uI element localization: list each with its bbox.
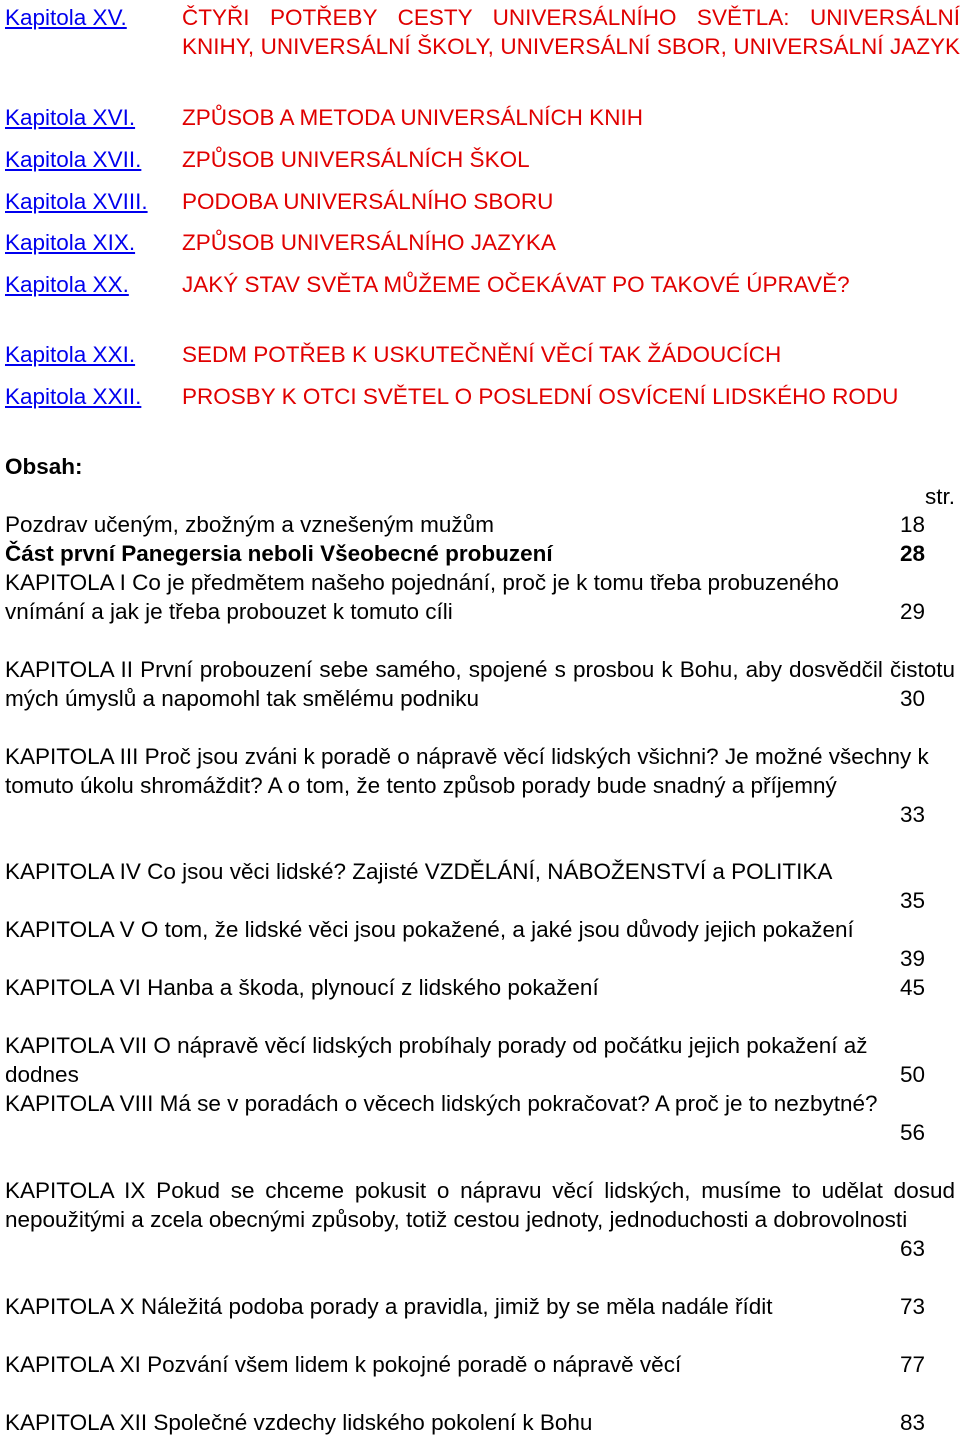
page-column-label: str. — [924, 484, 955, 509]
toc-entry — [5, 1176, 955, 1261]
chapter-link[interactable]: Kapitola XV. — [5, 5, 127, 30]
toc-entry — [5, 1031, 955, 1089]
toc-page-number: 50 — [899, 1062, 925, 1087]
toc-page-number: 33 — [899, 802, 925, 827]
chapter-link[interactable]: Kapitola XXII. — [5, 384, 142, 409]
chapter-title: ZPŮSOB UNIVERSÁLNÍCH ŠKOL — [182, 147, 530, 172]
toc-entry — [5, 510, 955, 539]
toc-page-number: 29 — [899, 599, 925, 624]
chapter-title: PODOBA UNIVERSÁLNÍHO SBORU — [182, 189, 554, 214]
toc-page-number: 63 — [899, 1236, 925, 1261]
toc-entry-text: KAPITOLA XI Pozvání všem lidem k pokojné poradě o nápravě věcí — [5, 1352, 682, 1377]
toc-entry — [5, 1408, 955, 1437]
toc-entry — [5, 742, 955, 827]
toc-page-number: 30 — [899, 686, 925, 711]
toc-entry-text: KAPITOLA IX Pokud se chceme pokusit o nápravu věcí lidských, musíme to udělat dosud nepoužitými a zcela obecnými způsoby, totiž cestou jednoty, jednoduchosti a dobrovolnosti — [5, 1178, 955, 1232]
toc-entry — [5, 568, 955, 626]
toc-page-number: 77 — [899, 1352, 925, 1377]
toc-page-number: 39 — [899, 946, 925, 971]
toc-entry-text: Část první Panegersia neboli Všeobecné probuzení — [5, 541, 553, 566]
chapter-link[interactable]: Kapitola XVI. — [5, 105, 136, 130]
toc-entry-text: KAPITOLA XII Společné vzdechy lidského pokolení k Bohu — [5, 1410, 593, 1435]
chapter-title: SEDM POTŘEB K USKUTEČNĚNÍ VĚCÍ TAK ŽÁDOUCÍCH — [182, 342, 782, 367]
chapter-title: ZPŮSOB A METODA UNIVERSÁLNÍCH KNIH — [182, 105, 643, 130]
toc-entry — [5, 1350, 955, 1379]
toc-page-number: 73 — [899, 1294, 925, 1319]
chapter-link[interactable]: Kapitola XVIII. — [5, 189, 148, 214]
toc-page-number: 35 — [899, 888, 925, 913]
chapter-title: ČTYŘI POTŘEBY CESTY UNIVERSÁLNÍHO SVĚTLA: UNIVERSÁLNÍ KNIHY, UNIVERSÁLNÍ ŠKOLY, UNIVERSÁLNÍ SBOR, UNIVERSÁLNÍ JAZYK — [182, 5, 960, 59]
toc-entry — [5, 915, 955, 971]
toc-entry — [5, 539, 955, 568]
chapter-link[interactable]: Kapitola XX. — [5, 272, 129, 297]
chapter-title: ZPŮSOB UNIVERSÁLNÍHO JAZYKA — [182, 230, 556, 255]
toc-entry — [5, 1292, 955, 1321]
toc-entry-text: KAPITOLA VIII Má se v poradách o věcech lidských pokračovat? A proč je to nezbytné? — [5, 1091, 878, 1116]
chapter-link[interactable]: Kapitola XXI. — [5, 342, 136, 367]
toc-entry — [5, 857, 955, 913]
chapter-title: JAKÝ STAV SVĚTA MŮŽEME OČEKÁVAT PO TAKOVÉ ÚPRAVĚ? — [182, 272, 850, 297]
chapter-title: PROSBY K OTCI SVĚTEL O POSLEDNÍ OSVÍCENÍ LIDSKÉHO RODU — [182, 384, 899, 409]
toc-entry-text: KAPITOLA II První probouzení sebe samého, spojené s prosbou k Bohu, aby dosvědčil čistotu mých úmyslů a napomohl tak smělému podniku — [5, 657, 955, 711]
toc-entry-text: KAPITOLA X Náležitá podoba porady a pravidla, jimiž by se měla nadále řídit — [5, 1294, 773, 1319]
toc-entry-text: KAPITOLA V O tom, že lidské věci jsou pokažené, a jaké jsou důvody jejich pokažení — [5, 917, 854, 942]
toc-page-number: 56 — [899, 1120, 925, 1145]
toc-page-number: 28 — [899, 541, 925, 566]
toc-page-number: 83 — [899, 1410, 925, 1435]
toc-entry-text: KAPITOLA VII O nápravě věcí lidských probíhaly porady od počátku jejich pokažení až dodnes — [5, 1033, 868, 1087]
toc-entry — [5, 655, 955, 713]
chapter-link[interactable]: Kapitola XVII. — [5, 147, 142, 172]
toc-entry-text: KAPITOLA III Proč jsou zváni k poradě o nápravě věcí lidských všichni? Je možné všechny k tomuto úkolu shromáždit? A o tom, že tento způsob porady bude snadný a příjemný — [5, 744, 929, 798]
toc-page-number: 18 — [899, 512, 925, 537]
toc-entry-text: KAPITOLA I Co je předmětem našeho pojednání, proč je k tomu třeba probuzeného vnímání a jak je třeba probouzet k tomuto cíli — [5, 570, 839, 624]
toc-entry — [5, 973, 955, 1002]
toc-heading: Obsah: — [5, 454, 83, 479]
toc-entry-text: KAPITOLA IV Co jsou věci lidské? Zajisté VZDĚLÁNÍ, NÁBOŽENSTVÍ a POLITIKA — [5, 859, 833, 884]
toc-entry — [5, 1089, 955, 1145]
toc-entry-text: Pozdrav učeným, zbožným a vznešeným mužům — [5, 512, 494, 537]
toc-entry-text: KAPITOLA VI Hanba a škoda, plynoucí z lidského pokažení — [5, 975, 599, 1000]
toc-page-number: 45 — [899, 975, 925, 1000]
chapter-link[interactable]: Kapitola XIX. — [5, 230, 136, 255]
